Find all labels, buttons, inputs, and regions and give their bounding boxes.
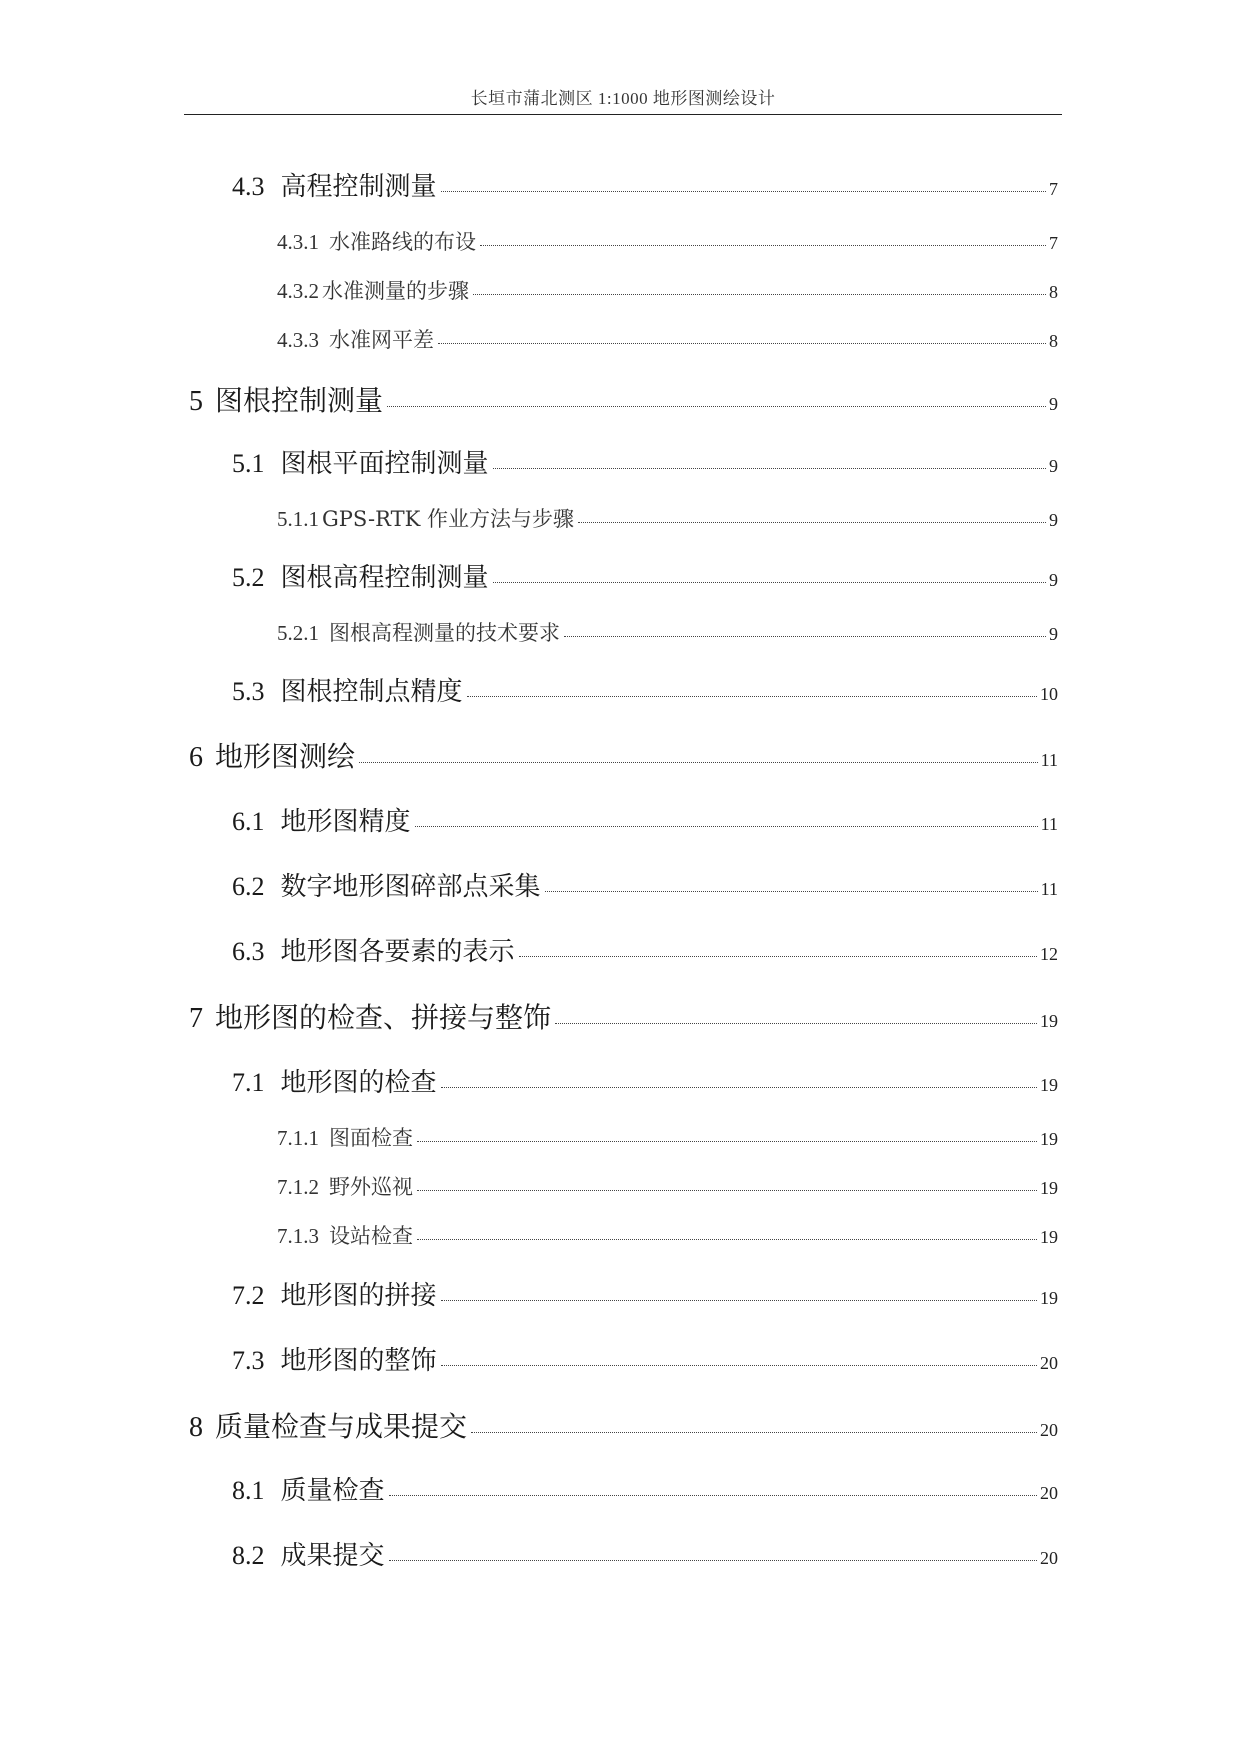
toc-page-number: 20 [1040, 1420, 1058, 1440]
toc-title: 地形图的整饰 [280, 1346, 437, 1376]
toc-page-number: 20 [1040, 1483, 1058, 1503]
toc-number: 8 [189, 1412, 203, 1443]
toc-page-number: 20 [1040, 1548, 1058, 1568]
toc-page-number: 12 [1040, 944, 1058, 964]
dot-leader [467, 696, 1037, 697]
toc-title: 图根高程测量的技术要求 [329, 621, 560, 645]
toc-number: 6 [189, 742, 203, 773]
toc-title: 地形图的拼接 [280, 1281, 437, 1311]
toc-entry-5-2-1[interactable] [277, 617, 1058, 647]
toc-number: 5.2 [232, 563, 265, 592]
toc-entry-7-3[interactable] [232, 1340, 1058, 1377]
toc-number: 8.2 [232, 1541, 265, 1570]
toc-page-number: 9 [1049, 456, 1058, 476]
toc-title: 水准测量的步骤 [322, 279, 469, 303]
dot-leader [493, 582, 1046, 583]
dot-leader [389, 1560, 1037, 1561]
toc-entry-7-1[interactable] [232, 1062, 1058, 1099]
toc-title: 高程控制测量 [280, 172, 437, 202]
dot-leader [389, 1495, 1037, 1496]
toc-number: 5.1 [232, 449, 265, 478]
toc-page-number: 11 [1040, 750, 1058, 770]
toc-number: 7.1.1 [277, 1126, 319, 1150]
dot-leader [555, 1023, 1037, 1024]
toc-page-number: 9 [1049, 394, 1058, 414]
toc-number: 8.1 [232, 1476, 265, 1505]
dot-leader [387, 406, 1046, 407]
toc-title: 地形图的检查、拼接与整饰 [215, 1001, 552, 1034]
toc-entry-4-3[interactable] [232, 166, 1058, 203]
toc-number: 6.2 [232, 872, 265, 901]
toc-page-number: 11 [1040, 879, 1058, 899]
toc-entry-5-1[interactable] [232, 443, 1058, 480]
toc-number: 5 [189, 386, 203, 417]
toc-title: 图根控制测量 [215, 384, 384, 417]
dot-leader [417, 1190, 1037, 1191]
toc-page-number: 9 [1049, 624, 1058, 644]
toc-title: 质量检查与成果提交 [215, 1410, 468, 1443]
dot-leader [519, 956, 1037, 957]
toc-entry-4-3-1[interactable] [277, 226, 1058, 256]
toc-entry-7-2[interactable] [232, 1275, 1058, 1312]
toc-page-number: 19 [1040, 1075, 1058, 1095]
toc-entry-8-2[interactable] [232, 1535, 1058, 1572]
toc-title: 图面检查 [329, 1126, 413, 1150]
toc-page-number: 19 [1040, 1129, 1058, 1149]
toc-title: 图根控制点精度 [280, 677, 463, 707]
toc-title: GPS-RTK 作业方法与步骤 [322, 507, 574, 531]
dot-leader [578, 522, 1046, 523]
toc-page-number: 19 [1040, 1011, 1058, 1031]
dot-leader [473, 294, 1046, 295]
toc-page-number: 11 [1040, 814, 1058, 834]
toc-entry-4-3-3[interactable] [277, 324, 1058, 354]
toc-page-number: 19 [1040, 1227, 1058, 1247]
toc-number: 4.3 [232, 172, 265, 201]
toc-number: 7 [189, 1003, 203, 1034]
toc-page-number: 7 [1049, 233, 1058, 253]
toc-entry-6-2[interactable] [232, 866, 1058, 903]
dot-leader [441, 1300, 1037, 1301]
toc-entry-6-1[interactable] [232, 801, 1058, 838]
dot-leader [480, 245, 1046, 246]
toc-page-number: 9 [1049, 510, 1058, 530]
toc-entry-8-1[interactable] [232, 1470, 1058, 1507]
toc-entry-6-3[interactable] [232, 931, 1058, 968]
toc-title: 野外巡视 [329, 1175, 413, 1199]
dot-leader [417, 1141, 1037, 1142]
dot-leader [359, 762, 1038, 763]
toc-title: 设站检查 [329, 1224, 413, 1248]
toc-title: 质量检查 [280, 1476, 385, 1506]
toc-number: 7.2 [232, 1281, 265, 1310]
toc-number: 4.3.1 [277, 230, 319, 254]
dot-leader [441, 1365, 1037, 1366]
toc-entry-7-1-1[interactable] [277, 1122, 1058, 1152]
dot-leader [564, 636, 1046, 637]
toc-number: 7.1.3 [277, 1224, 319, 1248]
toc-page-number: 8 [1049, 331, 1058, 351]
toc-number: 4.3.2 [277, 279, 319, 303]
toc-number: 7.1.2 [277, 1175, 319, 1199]
toc-number: 6.1 [232, 807, 265, 836]
toc-entry-6[interactable] [189, 735, 1058, 775]
toc-title: 成果提交 [280, 1541, 385, 1571]
toc-number: 7.1 [232, 1068, 265, 1097]
toc-title: 地形图的检查 [280, 1068, 437, 1098]
toc-number: 4.3.3 [277, 328, 319, 352]
toc-title: 水准网平差 [329, 328, 434, 352]
dot-leader [417, 1239, 1037, 1240]
toc-page-number: 19 [1040, 1288, 1058, 1308]
toc-number: 5.2.1 [277, 621, 319, 645]
toc-page-number: 8 [1049, 282, 1058, 302]
toc-entry-7-1-3[interactable] [277, 1220, 1058, 1250]
toc-number: 7.3 [232, 1346, 265, 1375]
toc-title: 图根平面控制测量 [280, 449, 489, 479]
toc-title: 图根高程控制测量 [280, 563, 489, 593]
dot-leader [438, 343, 1046, 344]
toc-title: 地形图精度 [280, 807, 411, 837]
toc-page-number: 10 [1040, 684, 1058, 704]
toc-entry-5-3[interactable] [232, 671, 1058, 708]
toc-number: 6.3 [232, 937, 265, 966]
toc-title: 水准路线的布设 [329, 230, 476, 254]
dot-leader [493, 468, 1046, 469]
dot-leader [545, 891, 1038, 892]
toc-page-number: 19 [1040, 1178, 1058, 1198]
dot-leader [441, 191, 1046, 192]
toc-entry-5[interactable] [189, 379, 1058, 419]
toc-title: 地形图测绘 [215, 740, 356, 773]
toc-page-number: 20 [1040, 1353, 1058, 1373]
document-title: 长垣市蒲北测区 1:1000 地形图测绘设计 [470, 89, 776, 108]
toc-number: 5.3 [232, 677, 265, 706]
toc-entry-5-1-1[interactable] [277, 503, 1058, 533]
dot-leader [471, 1432, 1037, 1433]
dot-leader [415, 826, 1038, 827]
toc-entry-5-2[interactable] [232, 557, 1058, 594]
toc-title: 数字地形图碎部点采集 [280, 872, 541, 902]
toc-entry-7-1-2[interactable] [277, 1171, 1058, 1201]
dot-leader [441, 1087, 1037, 1088]
toc-entry-4-3-2[interactable] [277, 275, 1058, 305]
toc-entry-8[interactable] [189, 1405, 1058, 1445]
toc-title: 地形图各要素的表示 [280, 937, 515, 967]
toc-page-number: 9 [1049, 570, 1058, 590]
toc-entry-7[interactable] [189, 996, 1058, 1036]
toc-page-number: 7 [1049, 179, 1058, 199]
toc-number: 5.1.1 [277, 507, 319, 531]
